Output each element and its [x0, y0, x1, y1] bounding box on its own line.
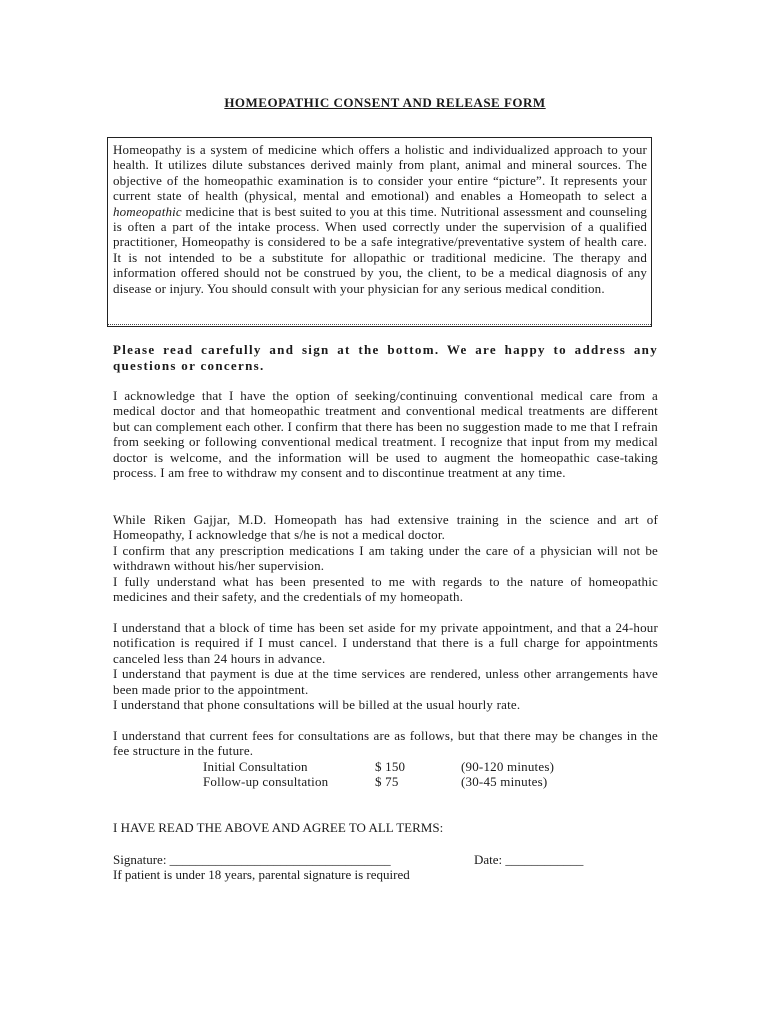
phone-text: I understand that phone consultations will be billed at the usual hourly rate.: [113, 697, 521, 713]
understand-nature-text: I fully understand what has been presented to me with regards to the nature of homeopathic medicines and their safety, and the credentials of my homeopath.: [113, 573, 658, 605]
form-title: HOMEOPATHIC CONSENT AND RELEASE FORM: [224, 95, 546, 110]
intro-text-part-1: Homeopathy is a system of medicine which offers a holistic and individualized approach to your health. It utilizes dilute substances derived mainly from plant, animal and mineral sources. The objective of the homeopathic examination is to consider your entire “picture”. It represents your current state of health (physical, mental and emotional) and enables a Homeopath to select a: [113, 142, 647, 204]
fee-price: $ 75: [375, 774, 399, 789]
fee-table: [113, 759, 658, 795]
credentials-paragraph: [113, 512, 658, 604]
intro-divider: [108, 324, 651, 325]
training-text: While Riken Gajjar, M.D. Homeopath has had extensive training in the science and art of Homeopathy, I acknowledge that s/he is not a medical doctor.: [113, 512, 658, 543]
agreement-statement: I HAVE READ THE ABOVE AND AGREE TO ALL TERMS:: [113, 820, 444, 835]
fees-intro-text: I understand that current fees for consultations are as follows, but that there may be changes in the fee structure in the future.: [113, 728, 658, 759]
fee-price: $ 150: [375, 759, 406, 774]
intro-paragraph: [113, 142, 647, 296]
fee-name: Initial Consultation: [203, 759, 308, 774]
payment-text: I understand that payment is due at the time services are rendered, unless other arrangements have been made prior to the appointment.: [113, 666, 658, 697]
prescriptions-text: I confirm that any prescription medications I am taking under the care of a physician will not be withdrawn without his/her supervision.: [113, 542, 658, 574]
acknowledge-text: I acknowledge that I have the option of seeking/continuing conventional medical care from a medical doctor and that homeopathic treatment and conventional medical treatments are different but can complement each other. I confirm that there has been no suggestion made to me that I refrain from seeking or following conventional medical treatment. I recognize that input from my medical doctor is welcome, and the information will be used to augment the homeopathic case-taking process. I am free to withdraw my consent and to discontinue treatment at any time.: [113, 388, 658, 481]
intro-box: [107, 137, 652, 327]
fee-name: Follow-up consultation: [203, 774, 329, 789]
signature-field[interactable]: Signature: __________________________________: [113, 852, 391, 867]
fee-row: [113, 759, 658, 775]
intro-italic-word: homeopathic: [113, 203, 182, 219]
fee-duration: (30-45 minutes): [461, 774, 548, 789]
appointment-paragraph: [113, 620, 658, 712]
acknowledge-paragraph: [113, 388, 658, 480]
fee-duration: (90-120 minutes): [461, 759, 555, 774]
intro-text-part-2: medicine that is best suited to you at this time. Nutritional assessment and counseling is often a part of the intake process. When used correctly under the supervision of a qualified practitioner, Homeopathy is considered to be a safe integrative/preventative system of health care. It is not intended to be a substitute for allopathic or traditional medicine. The therapy and information offered should not be construed by you, the client, to be a medical diagnosis of any disease or injury. You should consult with your physician for any serious medical condition.: [113, 203, 647, 296]
fee-row: [113, 774, 658, 790]
fees-paragraph: [113, 728, 658, 759]
instruction-heading: Please read carefully and sign at the bottom. We are happy to address any questions or concerns.: [113, 342, 658, 373]
date-field[interactable]: Date: ____________: [474, 852, 584, 867]
block-of-time-text: I understand that a block of time has been set aside for my private appointment, and that a 24-hour notification is required if I must cancel. I understand that there is a full charge for appointments canceled less than 24 hours in advance.: [113, 620, 658, 666]
parental-signature-note: If patient is under 18 years, parental signature is required: [113, 867, 410, 882]
